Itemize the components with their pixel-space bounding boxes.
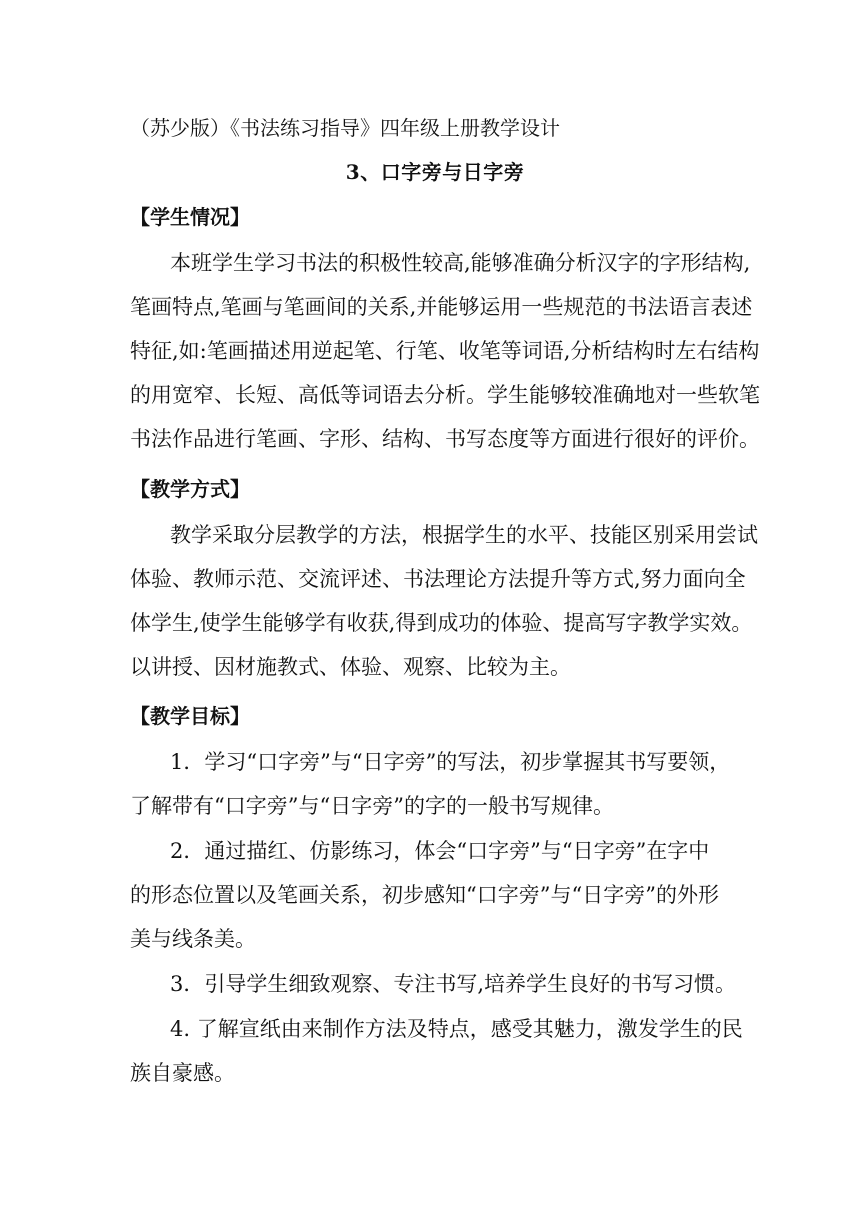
section-heading-student-situation: 【学生情况】 (130, 205, 250, 229)
student-situation-line-3: 特征,如:笔画描述用逆起笔、行笔、收笔等词语,分析结构时左右结构 (130, 339, 760, 363)
student-situation-line-4: 的用宽窄、长短、高低等词语去分析。学生能够较准确地对一些软笔 (130, 383, 760, 407)
document-header-line: （苏少版）《书法练习指导》四年级上册教学设计 (130, 116, 560, 140)
teaching-goal-4-line-1: 4. 了解宣纸由来制作方法及特点，感受其魅力，激发学生的民 (170, 1017, 743, 1041)
teaching-goal-2-line-3: 美与线条美。 (130, 927, 256, 951)
section-heading-teaching-goals: 【教学目标】 (130, 704, 250, 728)
teaching-goal-4-line-2: 族自豪感。 (130, 1061, 235, 1085)
teaching-method-line-3: 体学生,使学生能够学有收获,得到成功的体验、提高写字教学实效。 (130, 611, 753, 635)
teaching-method-line-4: 以讲授、因材施教式、体验、观察、比较为主。 (130, 655, 571, 679)
student-situation-line-5: 书法作品进行笔画、字形、结构、书写态度等方面进行很好的评价。 (130, 427, 760, 451)
teaching-goal-2-line-1: 2．通过描红、仿影练习，体会“口字旁”与“日字旁”在字中 (170, 839, 710, 863)
teaching-goal-1-line-1: 1．学习“口字旁”与“日字旁”的写法，初步掌握其书写要领， (170, 750, 731, 774)
section-heading-teaching-method: 【教学方式】 (130, 477, 250, 501)
teaching-goal-2-line-2: 的形态位置以及笔画关系，初步感知“口字旁”与“日字旁”的外形 (130, 883, 719, 907)
teaching-goal-3-line-1: 3．引导学生细致观察、专注书写,培养学生良好的书写习惯。 (170, 972, 737, 996)
teaching-goal-1-line-2: 了解带有“口字旁”与“日字旁”的字的一般书写规律。 (130, 794, 614, 818)
student-situation-line-2: 笔画特点,笔画与笔画间的关系,并能够运用一些规范的书法语言表述 (130, 295, 753, 319)
teaching-method-line-1: 教学采取分层教学的方法，根据学生的水平、技能区别采用尝试 (170, 523, 758, 547)
student-situation-line-1: 本班学生学习书法的积极性较高,能够准确分析汉字的字形结构, (170, 251, 751, 275)
lesson-title: 3、口字旁与日字旁 (345, 160, 525, 184)
teaching-method-line-2: 体验、教师示范、交流评述、书法理论方法提升等方式,努力面向全 (130, 567, 746, 591)
